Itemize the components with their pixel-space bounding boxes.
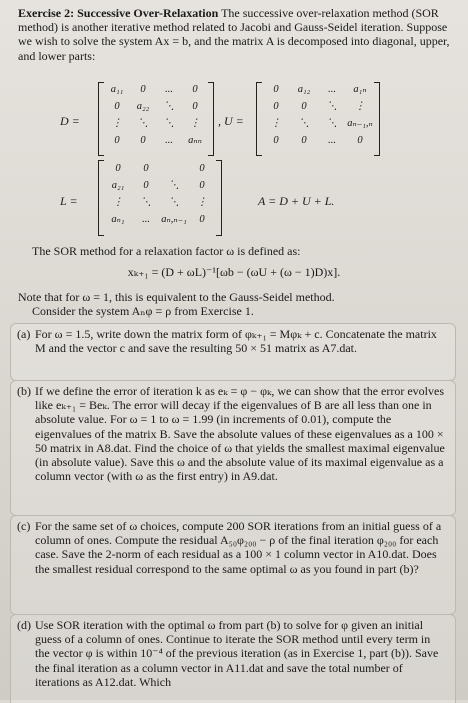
part-c-text: For the same set of ω choices, compute 200 SOR iterations from an initial guess of a column of ones. Compute the residual A₅₀φ₂₀₀ − ρ of the final iteration φ₂₀₀ for each case. Save the 2-norm of each residual as a 100 × 1 column vector in A10.dat. Does the smallest residual correspond to the same optimal ω as you found in part (b)? <box>35 519 442 576</box>
exercise-intro <box>18 6 454 63</box>
matrix-U-cell: 0 <box>273 84 279 95</box>
matrix-U-cell: 0 <box>357 135 363 146</box>
matrix-D-cell: aₙₙ <box>188 135 202 146</box>
matrix-L-cell: ⋮ <box>196 197 208 208</box>
matrix-U-cell: 0 <box>273 135 279 146</box>
part-a-tag: (a) <box>17 327 31 341</box>
part-b-text: If we define the error of iteration k as eₖ = φ − φₖ, we can show that the error evolves like eₖ₊₁ = Beₖ. The error will decay if the eigenvalues of B are all less than one in absolute value. For ω = 1 to ω = 1.99 (in increments of 0.01), compute the eigenvalues of the matrix B. Save the absolute values of these eigenvalues as a 100 × 50 matrix in A8.dat. Find the choice of ω that yields the smallest maximal eigenvalue (in absolute value). Save this ω and the absolute value of its maximal eigenvalue as a column vector (with ω as the first entry) in A9.dat. <box>35 384 445 484</box>
matrix-U-cell: ... <box>328 84 336 95</box>
matrix-L-cell: ⋮ <box>112 197 124 208</box>
matrix-L-cell: ⋱ <box>168 180 180 191</box>
sor-consider: Consider the system Aₙφ = ρ from Exercise 1. <box>32 304 254 318</box>
matrix-D-cell: 0 <box>114 135 120 146</box>
part-c <box>10 515 456 615</box>
matrix-D-cell: ⋱ <box>163 101 175 112</box>
matrix-U-cell: 0 <box>301 101 307 112</box>
part-d-tag: (d) <box>17 618 31 632</box>
matrix-L-cell: aₙ,ₙ₋₁ <box>161 214 187 225</box>
part-a-text: For ω = 1.5, write down the matrix form of φₖ₊₁ = Mφₖ + c. Concatenate the matrix M and the vector c and save the resulting 50 × 51 matrix as A7.dat. <box>35 327 437 356</box>
matrix-U <box>256 82 380 156</box>
matrix-L-cell: ... <box>142 214 150 225</box>
matrix-D-label: D = <box>60 114 80 128</box>
matrix-L-cell: ⋱ <box>140 197 152 208</box>
sor-note: Note that for ω = 1, this is equivalent to the Gauss-Seidel method. <box>18 290 335 304</box>
matrix-L-cell: 0 <box>143 163 149 174</box>
part-b <box>10 380 456 516</box>
matrix-U-cell: 0 <box>301 135 307 146</box>
matrix-D-cell: ⋱ <box>163 118 175 129</box>
matrix-U-cell: ⋱ <box>298 118 310 129</box>
matrix-L-cell: 0 <box>199 163 205 174</box>
matrix-U-cell: aₙ₋₁,ₙ <box>347 118 373 129</box>
matrix-D-cell: 0 <box>114 101 120 112</box>
part-c-tag: (c) <box>17 519 31 533</box>
matrix-L-label: L = <box>60 194 78 208</box>
matrix-D-cell: ⋮ <box>111 118 123 129</box>
matrix-L-cell: 0 <box>143 180 149 191</box>
sor-intro: The SOR method for a relaxation factor ω is defined as: <box>32 244 301 258</box>
matrix-L-cell: ⋱ <box>168 197 180 208</box>
matrix-U-label: , U = <box>218 114 244 128</box>
matrix-L-cell: aₙ₁ <box>111 214 125 225</box>
matrix-U-cell: a₁₂ <box>297 84 311 95</box>
part-b-tag: (b) <box>17 384 31 398</box>
matrix-U-cell: ⋮ <box>270 118 282 129</box>
matrix-U-cell: ⋱ <box>326 118 338 129</box>
matrix-D-cell: ⋱ <box>137 118 149 129</box>
matrix-D <box>98 82 214 156</box>
matrix-D-cell: 0 <box>140 84 146 95</box>
matrix-D-cell: 0 <box>192 101 198 112</box>
matrix-D-cell: ... <box>165 135 173 146</box>
matrix-L-cell: 0 <box>199 180 205 191</box>
matrix-L-cell: 0 <box>199 214 205 225</box>
matrix-U-cell: 0 <box>273 101 279 112</box>
matrix-U-cell: ⋮ <box>354 101 366 112</box>
part-a <box>10 323 456 381</box>
matrix-U-cell: a₁ₙ <box>353 84 367 95</box>
matrix-L <box>98 160 222 236</box>
part-d <box>10 614 456 703</box>
matrix-D-cell: ... <box>165 84 173 95</box>
part-d-text: Use SOR iteration with the optimal ω from part (b) to solve for φ given an initial guess of a column of ones. Continue to iterate the SOR method until every term in the vector φ is within 10⁻⁴ of the previous iteration (as in Exercise 1, part (b)). Save the final iteration as a column vector in A11.dat and save the total number of iterations as A12.dat. Which <box>35 618 439 689</box>
matrix-L-cell: 0 <box>115 163 121 174</box>
matrix-D-cell: ⋮ <box>189 118 201 129</box>
sor-formula: xₖ₊₁ = (D + ωL)⁻¹[ωb − (ωU + (ω − 1)D)x]. <box>127 265 341 279</box>
matrix-D-cell: a₂₂ <box>136 101 150 112</box>
matrix-D-cell: a₁₁ <box>110 84 124 95</box>
exercise-title: Exercise 2: Successive Over-Relaxation <box>18 6 219 20</box>
matrix-L-cell: a₂₁ <box>111 180 125 191</box>
matrix-U-cell: ⋱ <box>326 101 338 112</box>
matrix-D-cell: 0 <box>140 135 146 146</box>
matrix-U-cell: ... <box>328 135 336 146</box>
exercise-intro-text: The successive over-relaxation method (SOR method) is another iterative method related to Jacobi and Gauss-Seidel iteration. Suppose we wish to solve the system Ax = b, and the matrix A is decomposed into diagonal, upper, and lower parts: <box>18 6 450 63</box>
matrix-D-cell: 0 <box>192 84 198 95</box>
decomposition-relation: A = D + U + L. <box>258 194 335 208</box>
